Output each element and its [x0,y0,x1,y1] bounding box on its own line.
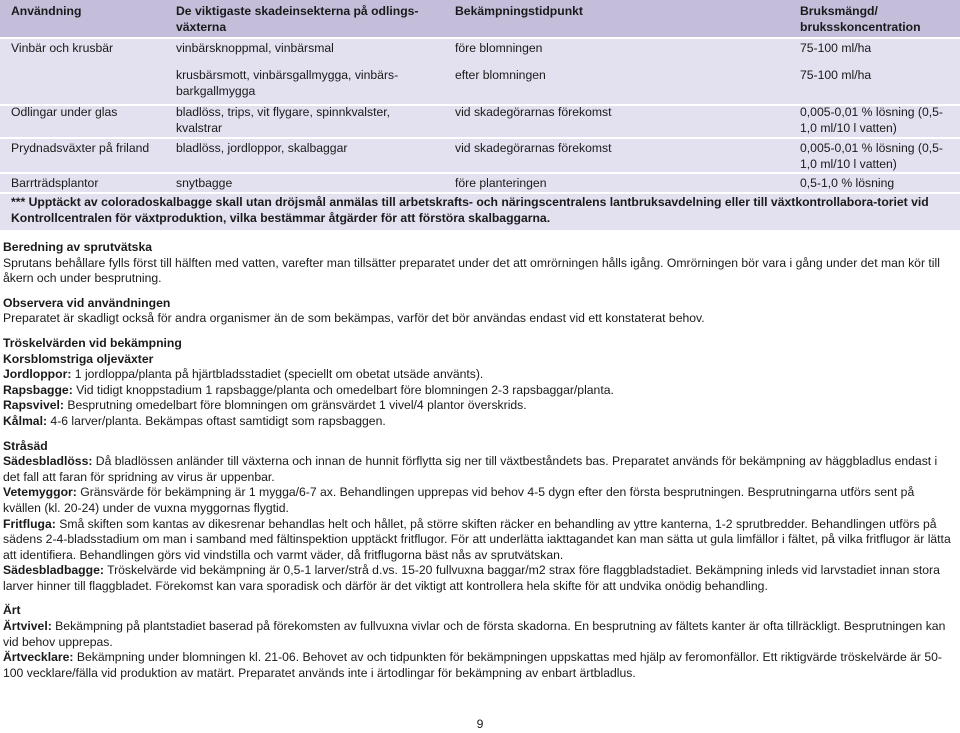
header-use: Användning [11,4,82,18]
row-divider [0,137,960,139]
row3-dose: 0,005-0,01 % lösning (0,5-1,0 ml/10 l vatten) [800,105,943,135]
table-footnote: *** Upptäckt av coloradoskalbagge skall utan dröjsmål anmälas till arbetskrafts- och näringscentralens lantbruksavdelning eller till växtkontrollabora-toriet vid Kontrollcentralen för växtproduktion, vilka bestämmar åtgärder för att förstöra skalbaggarna. [11,195,929,225]
row3-pests: bladlöss, trips, vit flygare, spinnkvalster, kvalstrar [176,105,391,135]
row5-pests: snytbagge [176,176,233,190]
header-pests: De viktigaste skadeinsekterna på odlings-växterna [176,4,419,34]
sadesbladloss-label: Sädesbladlöss: [3,454,93,469]
pest-table [0,0,960,230]
prep-heading: Beredning av sprutvätska [3,240,153,254]
fritfluga-text: Små skiften som kantas av dikesrenar behandlas helt och hållet, på större skiften räcker en behandling av yttre kanterna, 1-2 sprutbredder. Behandlingen utförs på sädens 2-4-bladsstadium om man i samband med fältinspektion upptäckt fritflugor. För att underlätta iakttagandet kan man sätta ut gula limfällor i fältet, på vilka fritflugor är lätta att identifiera. Behandlingen görs vid vindstilla och varmt väder, då fritflugorna bäst nås av sprutvätskan. [3,516,951,562]
row3-timing: vid skadegörarnas förekomst [455,105,612,119]
artvivel-label: Ärtvivel: [3,619,52,634]
jordloppor-text: 1 jordloppa/planta på hjärtbladsstadiet (speciellt om obetat utsäde använts). [71,367,484,382]
page-number: 9 [476,717,484,731]
header-timing: Bekämpningstidpunkt [455,4,583,18]
row4-pests: bladlöss, jordloppor, skalbaggar [176,141,348,155]
row-divider [0,172,960,174]
sadesbladloss-text: Då bladlössen anländer till växterna och innan de hunnit förflytta sig ner till växtbeståndets bas. Preparatet används för bekämpning av häggbladlus endast i det fall att faran för spridning av virus är uppenbar. [3,454,938,484]
row2-pests: krusbärsmott, vinbärsgallmygga, vinbärs-barkgallmygga [176,68,399,98]
row-divider [0,192,960,194]
kalmal-text: 4-6 larver/planta. Bekämpas oftast samtidigt som rapsbaggen. [47,413,386,428]
artvivel-text: Bekämpning på plantstadiet baserad på förekomsten av fullvuxna vivlar och de första skadorna. En besprutning av fältets kanter är ofta tillräckligt. Besprutningen kan vid behov upprepas. [3,619,946,649]
row5-use: Barrträdsplantor [11,176,99,190]
vetemygg-text: Gränsvärde för bekämpning är 1 mygga/6-7 ax. Behandlingen upprepas vid behov 4-5 dygn efter den första besprutningen. Besprutningarna utförs sent på kvällen (kl. 20-24) under de vuxna myggornas flygtid. [3,485,915,515]
pea-heading: Ärt [3,603,21,618]
threshold-heading: Tröskelvärden vid bekämpning [3,335,182,350]
grain-heading: Stråsäd [3,438,48,453]
row1-use: Vinbär och krusbär [11,41,114,55]
rapsbagge-label: Rapsbagge: [3,382,73,397]
row2-dose: 75-100 ml/ha [800,68,872,82]
artveck-label: Ärtvecklare: [3,650,74,665]
crucifer-heading: Korsblomstriga oljeväxter [3,351,154,366]
kalmal-label: Kålmal: [3,413,48,428]
row5-dose: 0,5-1,0 % lösning [800,176,895,190]
row1-timing: före blomningen [455,41,543,55]
sadesbladbagge-text: Tröskelvärde vid bekämpning är 0,5-1 larver/strå d.vs. 15-20 fullvuxna baggar/m2 strax före flaggbladstadiet. Bekämpning inleds vid larvstadiet innan stora larver hinner till flaggbladet. Förekomst kan vara sporadisk och därför är det viktigt att kontrollera hela skifte för att undvika onödig behandling. [3,563,940,593]
row4-timing: vid skadegörarnas förekomst [455,141,612,155]
rapsbagge-text: Vid tidigt knoppstadium 1 rapsbagge/planta och omedelbart före blomningen 2-3 rapsbaggar/planta. [72,382,614,397]
row2-timing: efter blomningen [455,68,546,82]
header-dose: Bruksmängd/ bruksskoncentration [800,4,921,34]
row1-dose: 75-100 ml/ha [800,41,872,55]
sadesbladbagge-label: Sädesbladbagge: [3,563,104,578]
vetemygg-label: Vetemyggor: [3,485,77,500]
observe-heading: Observera vid användningen [3,295,171,310]
row3-use: Odlingar under glas [11,105,118,119]
row4-dose: 0,005-0,01 % lösning (0,5-1,0 ml/10 l vatten) [800,141,943,171]
prep-text: Sprutans behållare fylls först till hälften med vatten, varefter man tillsätter preparatet under det att omrörningen hålls igång. Omrörningen bör vara i gång under det man kör till åkern och under besprutning. [3,255,940,286]
fritfluga-label: Fritfluga: [3,516,56,531]
jordloppor-label: Jordloppor: [3,367,72,382]
row-divider [0,37,960,39]
artveck-text: Bekämpning under blomningen kl. 21-06. Behovet av och tidpunkten för bekämpningen uppskattas med hjälp av feromonfällor. Ett riktigvärde tröskelvärde är 50-100 vecklare/fälla vid produktion av matärt. Preparatet används inte i ärtodlingar för bekämpning av enbart ärtbladlus. [3,650,942,680]
rapsvivel-text: Besprutning omedelbart före blomningen om gränsvärdet 1 vivel/4 plantor överskrids. [63,398,527,413]
instructions-body [3,240,955,681]
row5-timing: före planteringen [455,176,547,190]
rapsvivel-label: Rapsvivel: [3,398,64,413]
observe-text: Preparatet är skadligt också för andra organismer än de som bekämpas, varför det bör användas endast vid ett konstaterat behov. [3,311,705,326]
row4-use: Prydnadsväxter på friland [11,141,150,155]
row1-pests: vinbärsknoppmal, vinbärsmal [176,41,334,55]
